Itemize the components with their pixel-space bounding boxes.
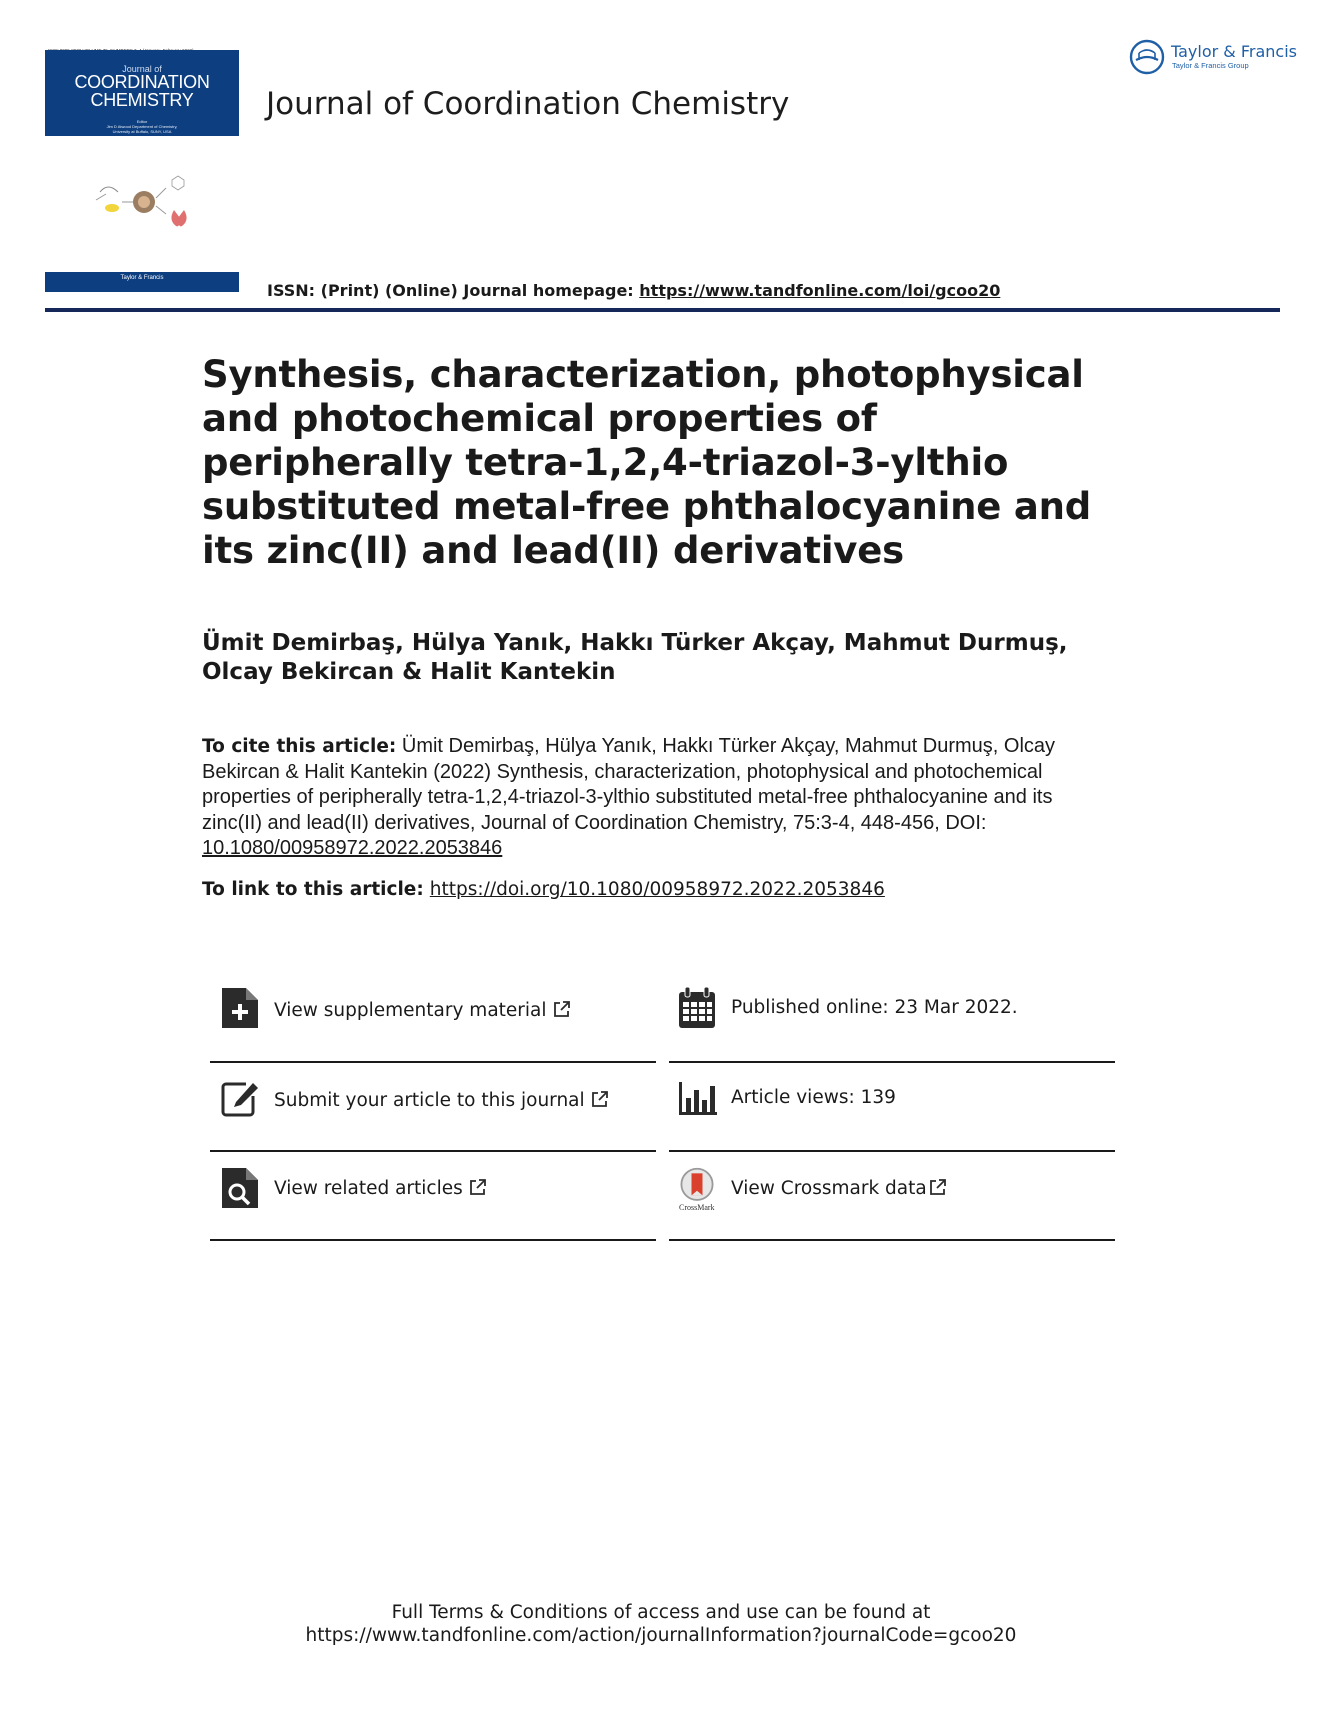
issn-line bbox=[267, 281, 1000, 300]
terms-footer-url[interactable]: https://www.tandfonline.com/action/journalInformation?journalCode=gcoo20 bbox=[305, 1625, 1017, 1646]
crossmark-label: View Crossmark data bbox=[731, 1178, 927, 1199]
grid-divider bbox=[669, 1061, 1115, 1063]
related-articles-label: View related articles bbox=[274, 1178, 463, 1199]
citation-label: To cite this article: bbox=[202, 736, 397, 757]
citation-block bbox=[202, 734, 1102, 862]
external-link-icon bbox=[929, 1178, 947, 1196]
search-file-icon bbox=[220, 1166, 260, 1210]
published-online-label: Published online: 23 Mar 2022. bbox=[731, 997, 1018, 1018]
grid-divider bbox=[210, 1061, 656, 1063]
citation-text: Ümit Demirbaş, Hülya Yanık, Hakkı Türker Akçay, Mahmut Durmuş, Olcay Bekircan & Halit Kantekin (2022) Synthesis, characterization, photophysical and photochemical properties of peripherally tetra-1,2,4-triazol-3-ylthio substituted metal-free phthalocyanine and its zinc(II) and lead(II) derivatives, Journal of Coordination Chemistry, 75:3-4, 448-456, DOI: bbox=[202, 735, 1056, 834]
grid-divider bbox=[669, 1239, 1115, 1241]
journal-name: Journal of Coordination Chemistry bbox=[266, 86, 790, 122]
related-articles-link[interactable] bbox=[210, 1158, 653, 1246]
submit-article-link[interactable] bbox=[210, 1068, 653, 1156]
header-rule bbox=[45, 308, 1280, 312]
article-link-label: To link to this article: bbox=[202, 879, 424, 900]
published-online-info bbox=[667, 978, 1114, 1066]
external-link-icon bbox=[591, 1090, 609, 1108]
grid-divider bbox=[210, 1150, 656, 1152]
edit-icon bbox=[220, 1076, 260, 1120]
publisher-name[interactable]: Taylor & Francis bbox=[1171, 42, 1297, 61]
cover-artwork bbox=[90, 170, 200, 240]
cover-subtitle: Journal of bbox=[122, 64, 162, 74]
external-link-icon bbox=[469, 1178, 487, 1196]
terms-footer bbox=[0, 1601, 1322, 1647]
crossmark-link[interactable] bbox=[667, 1158, 1114, 1246]
article-views-label: Article views: 139 bbox=[731, 1087, 896, 1108]
issn-text: ISSN: (Print) (Online) Journal homepage: bbox=[267, 281, 640, 300]
submit-article-label: Submit your article to this journal bbox=[274, 1090, 585, 1111]
cover-editor-line2: Jim D Atwood Department of Chemistry, bbox=[106, 124, 178, 129]
supplementary-material-label: View supplementary material bbox=[274, 1000, 547, 1021]
cover-title-line1: COORDINATION bbox=[74, 72, 210, 92]
supplementary-material-link[interactable] bbox=[210, 978, 653, 1066]
bar-chart-icon bbox=[677, 1076, 717, 1120]
cover-title bbox=[45, 73, 239, 109]
article-title: Synthesis, characterization, photophysical and photochemical properties of peripherally tetra-1,2,4-triazol-3-ylthio substituted metal-free phthalocyanine and its zinc(II) and lead(II) derivatives bbox=[202, 353, 1092, 572]
cover-editor bbox=[45, 119, 239, 134]
citation-doi-link[interactable]: 10.1080/00958972.2022.2053846 bbox=[202, 837, 503, 859]
grid-divider bbox=[210, 1239, 656, 1241]
external-link-icon bbox=[553, 1000, 571, 1018]
cover-publisher-label: Taylor & Francis bbox=[120, 275, 164, 281]
publisher-group: Taylor & Francis Group bbox=[1172, 61, 1249, 70]
add-file-icon bbox=[220, 986, 260, 1030]
cover-editor-line3: University at Buffalo, SUNY, USA bbox=[112, 129, 172, 134]
article-views-info bbox=[667, 1068, 1114, 1156]
calendar-icon bbox=[677, 986, 717, 1030]
crossmark-logo-text: CrossMark bbox=[679, 1203, 715, 1212]
terms-footer-line1: Full Terms & Conditions of access and use can be found at bbox=[391, 1602, 931, 1623]
cover-editor-line1: Editor bbox=[136, 119, 148, 124]
article-link-line bbox=[202, 879, 885, 900]
grid-divider bbox=[669, 1150, 1115, 1152]
cover-title-line2: CHEMISTRY bbox=[90, 90, 194, 110]
journal-homepage-link[interactable]: https://www.tandfonline.com/loi/gcoo20 bbox=[639, 281, 1001, 300]
article-doi-url[interactable]: https://doi.org/10.1080/00958972.2022.2053846 bbox=[429, 879, 885, 900]
article-authors: Ümit Demirbaş, Hülya Yanık, Hakkı Türker Akçay, Mahmut Durmuş, Olcay Bekircan & Halit Kantekin bbox=[202, 630, 1068, 685]
taylor-francis-logo-icon bbox=[1128, 38, 1166, 76]
